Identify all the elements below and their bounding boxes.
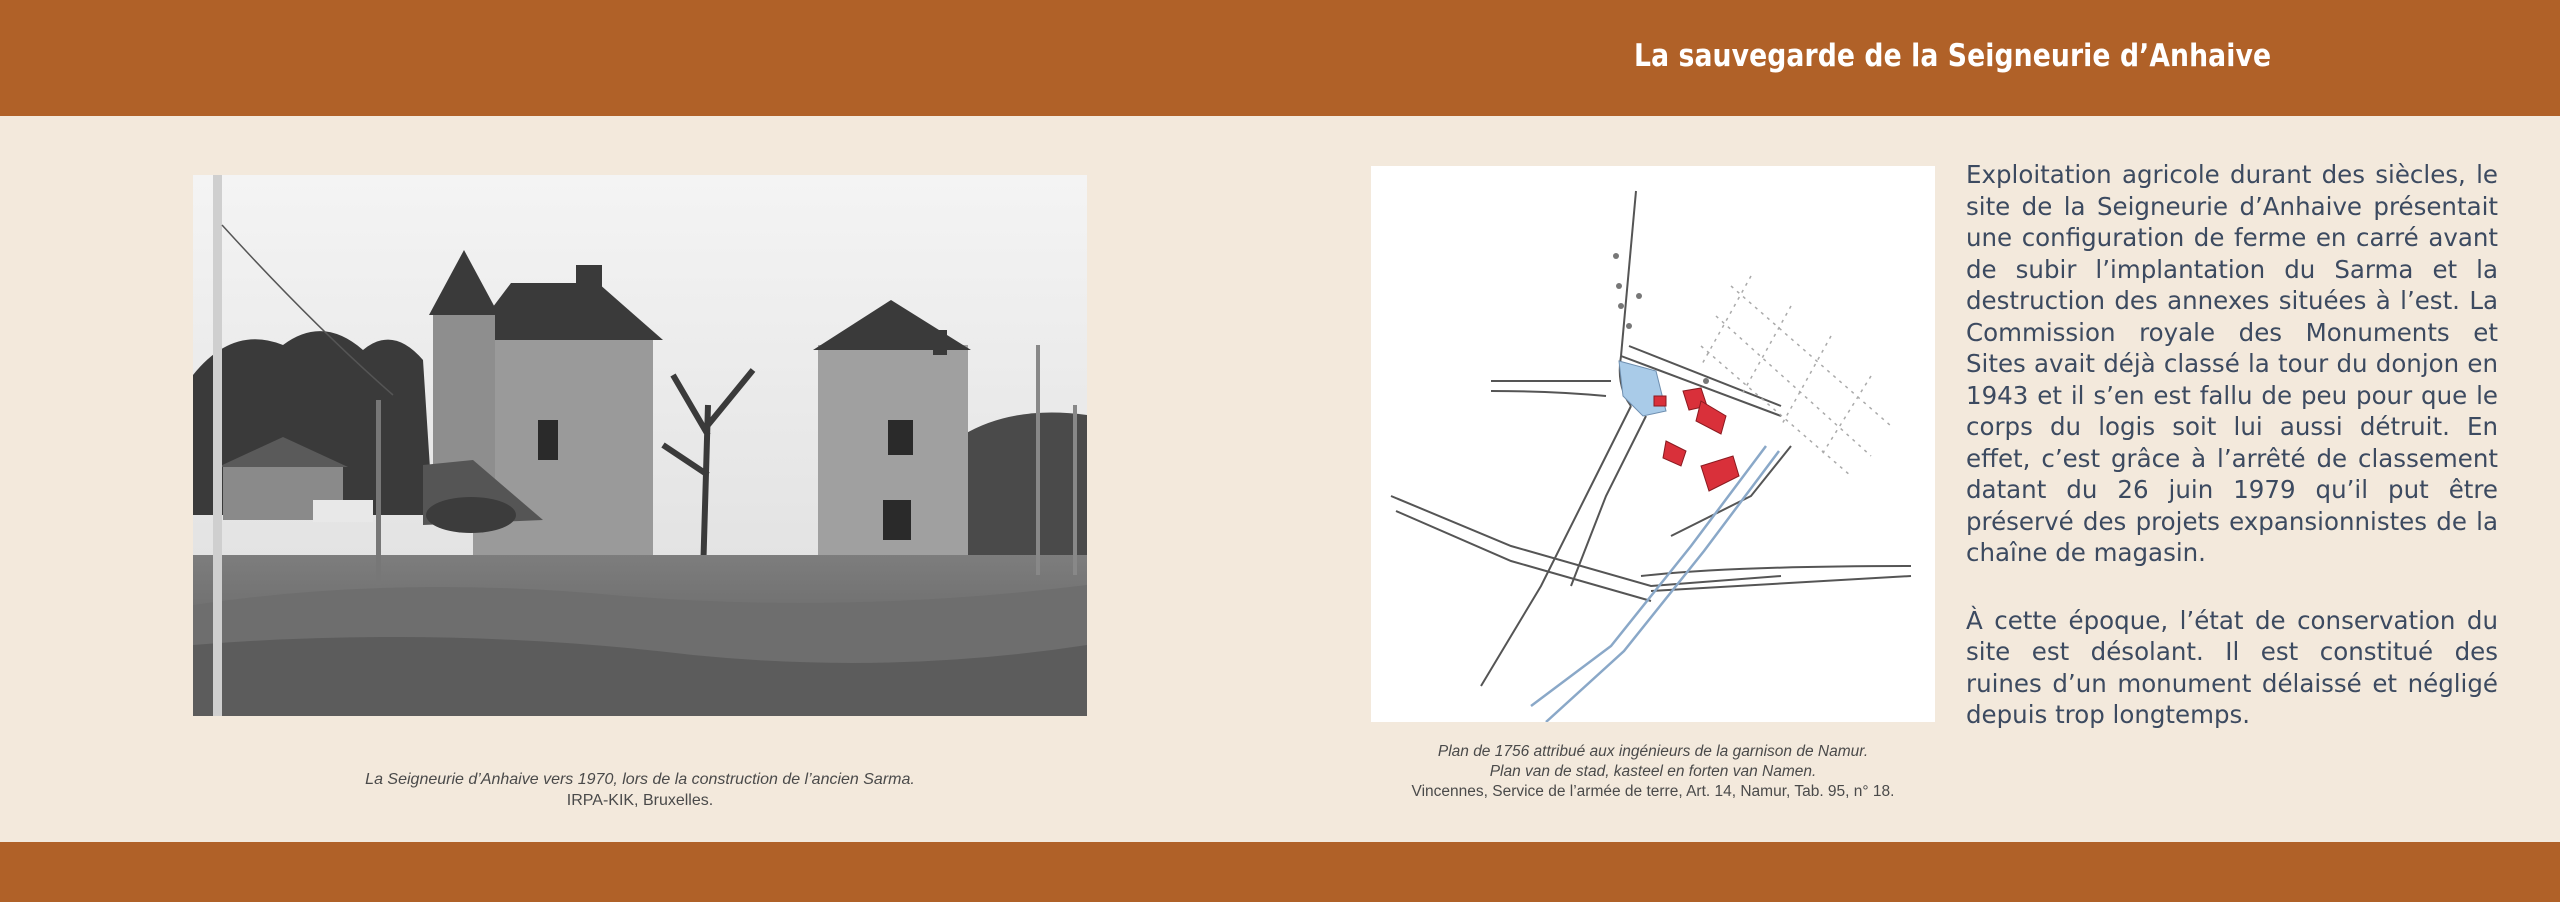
map-caption-translation: Plan van de stad, kasteel en forten van Namen.: [1489, 763, 1817, 780]
paragraph-condition: À cette époque, l’état de conservation du site est désolant. Il est constitué des ruines d’un monument délaissé et négligé depuis trop longtemps.: [1966, 605, 2498, 729]
map-caption: [1353, 742, 1953, 802]
historic-photo: [193, 175, 1087, 716]
map-caption-source: Vincennes, Service de l’armée de terre, Art. 14, Namur, Tab. 95, n° 18.: [1411, 783, 1895, 800]
historic-plan-map: [1371, 166, 1935, 722]
map-caption-title: Plan de 1756 attribué aux ingénieurs de la garnison de Namur.: [1437, 743, 1869, 760]
footer-band: [0, 842, 2560, 902]
photo-caption-credit: IRPA-KIK, Bruxelles.: [566, 792, 714, 809]
page-title: La sauvegarde de la Seigneurie d’Anhaive: [1634, 38, 2272, 74]
paragraph-history: Exploitation agricole durant des siècles, le site de la Seigneurie d’Anhaive présentait une configuration de ferme en carré avant de subir l’implantation du Sarma et la destruction des annexes situées à l’est. La Commission royale des Monuments et Sites avait déjà classé la tour du donjon en 1943 et il s’en est fallu de peu pour que le corps du logis soit lui aussi détruit. En effet, c’est grâce à l’arrêté de classement datant du 26 juin 1979 qu’il put être préservé des projets expansionnistes de la chaîne de magasin.: [1966, 160, 2498, 567]
photo-caption-title: La Seigneurie d’Anhaive vers 1970, lors de la construction de l’ancien Sarma.: [365, 771, 915, 788]
body-text: [1966, 159, 2498, 731]
photo-caption: [193, 769, 1087, 811]
